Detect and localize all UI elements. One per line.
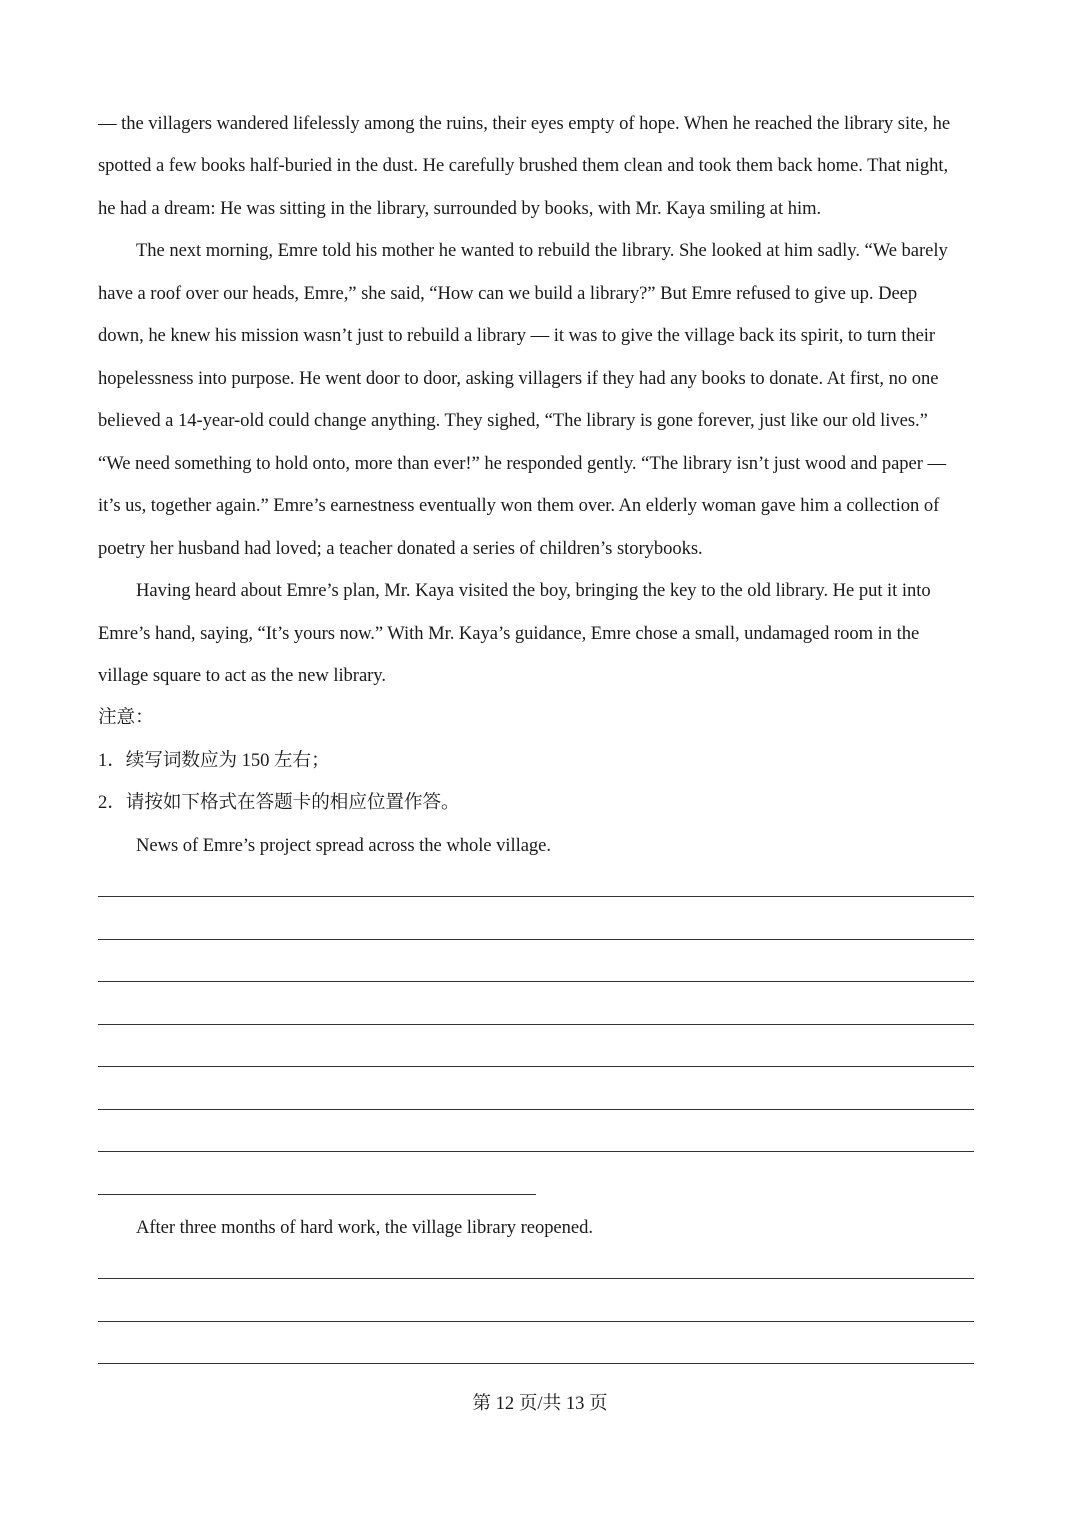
- passage-line: have a roof over our heads, Emre,” she said, “How can we build a library?” But Emre refused to give up. Deep: [98, 283, 918, 304]
- answer-line[interactable]: [98, 1151, 974, 1152]
- answer-line[interactable]: [98, 1278, 974, 1279]
- answer-line[interactable]: [98, 1109, 974, 1110]
- passage-line: Emre’s hand, saying, “It’s yours now.” With Mr. Kaya’s guidance, Emre chose a small, undamaged room in the: [98, 623, 920, 644]
- passage-line: believed a 14-year-old could change anything. They sighed, “The library is gone forever, just like our old lives.”: [98, 410, 928, 431]
- answer-line[interactable]: [98, 939, 974, 940]
- passage-line: — the villagers wandered lifelessly among the ruins, their eyes empty of hope. When he reached the library site, he: [98, 113, 951, 134]
- notes-heading: 注意：: [98, 707, 154, 728]
- passage-line: Having heard about Emre’s plan, Mr. Kaya visited the boy, bringing the key to the old library. He put it into: [136, 580, 931, 601]
- answer-line[interactable]: [98, 1321, 974, 1322]
- passage-line: poetry her husband had loved; a teacher donated a series of children’s storybooks.: [98, 538, 703, 559]
- notes-item: 2．请按如下格式在答题卡的相应位置作答。: [98, 792, 460, 813]
- passage-line: down, he knew his mission wasn’t just to rebuild a library — it was to give the village back its spirit, to turn their: [98, 325, 936, 346]
- passage-line: The next morning, Emre told his mother he wanted to rebuild the library. She looked at him sadly. “We barely: [136, 240, 948, 261]
- passage-line: hopelessness into purpose. He went door to door, asking villagers if they had any books to donate. At first, no one: [98, 368, 939, 389]
- answer-line[interactable]: [98, 1194, 536, 1195]
- continuation-prompt-1: News of Emre’s project spread across the whole village.: [136, 835, 551, 856]
- passage-line: village square to act as the new library.: [98, 665, 386, 686]
- passage-line: it’s us, together again.” Emre’s earnestness eventually won them over. An elderly woman gave him a collection of: [98, 495, 940, 516]
- answer-line[interactable]: [98, 1066, 974, 1067]
- passage-line: spotted a few books half-buried in the dust. He carefully brushed them clean and took them back home. That night,: [98, 155, 949, 176]
- passage-line: “We need something to hold onto, more than ever!” he responded gently. “The library isn’t just wood and paper —: [98, 453, 947, 474]
- answer-line[interactable]: [98, 981, 974, 982]
- answer-line[interactable]: [98, 896, 974, 897]
- passage-line: he had a dream: He was sitting in the library, surrounded by books, with Mr. Kaya smiling at him.: [98, 198, 822, 219]
- notes-item: 1．续写词数应为 150 左右；: [98, 750, 330, 771]
- page-number: 第 12 页/共 13 页: [472, 1393, 608, 1414]
- answer-line[interactable]: [98, 1024, 974, 1025]
- continuation-prompt-2: After three months of hard work, the village library reopened.: [136, 1217, 593, 1238]
- answer-line[interactable]: [98, 1363, 974, 1364]
